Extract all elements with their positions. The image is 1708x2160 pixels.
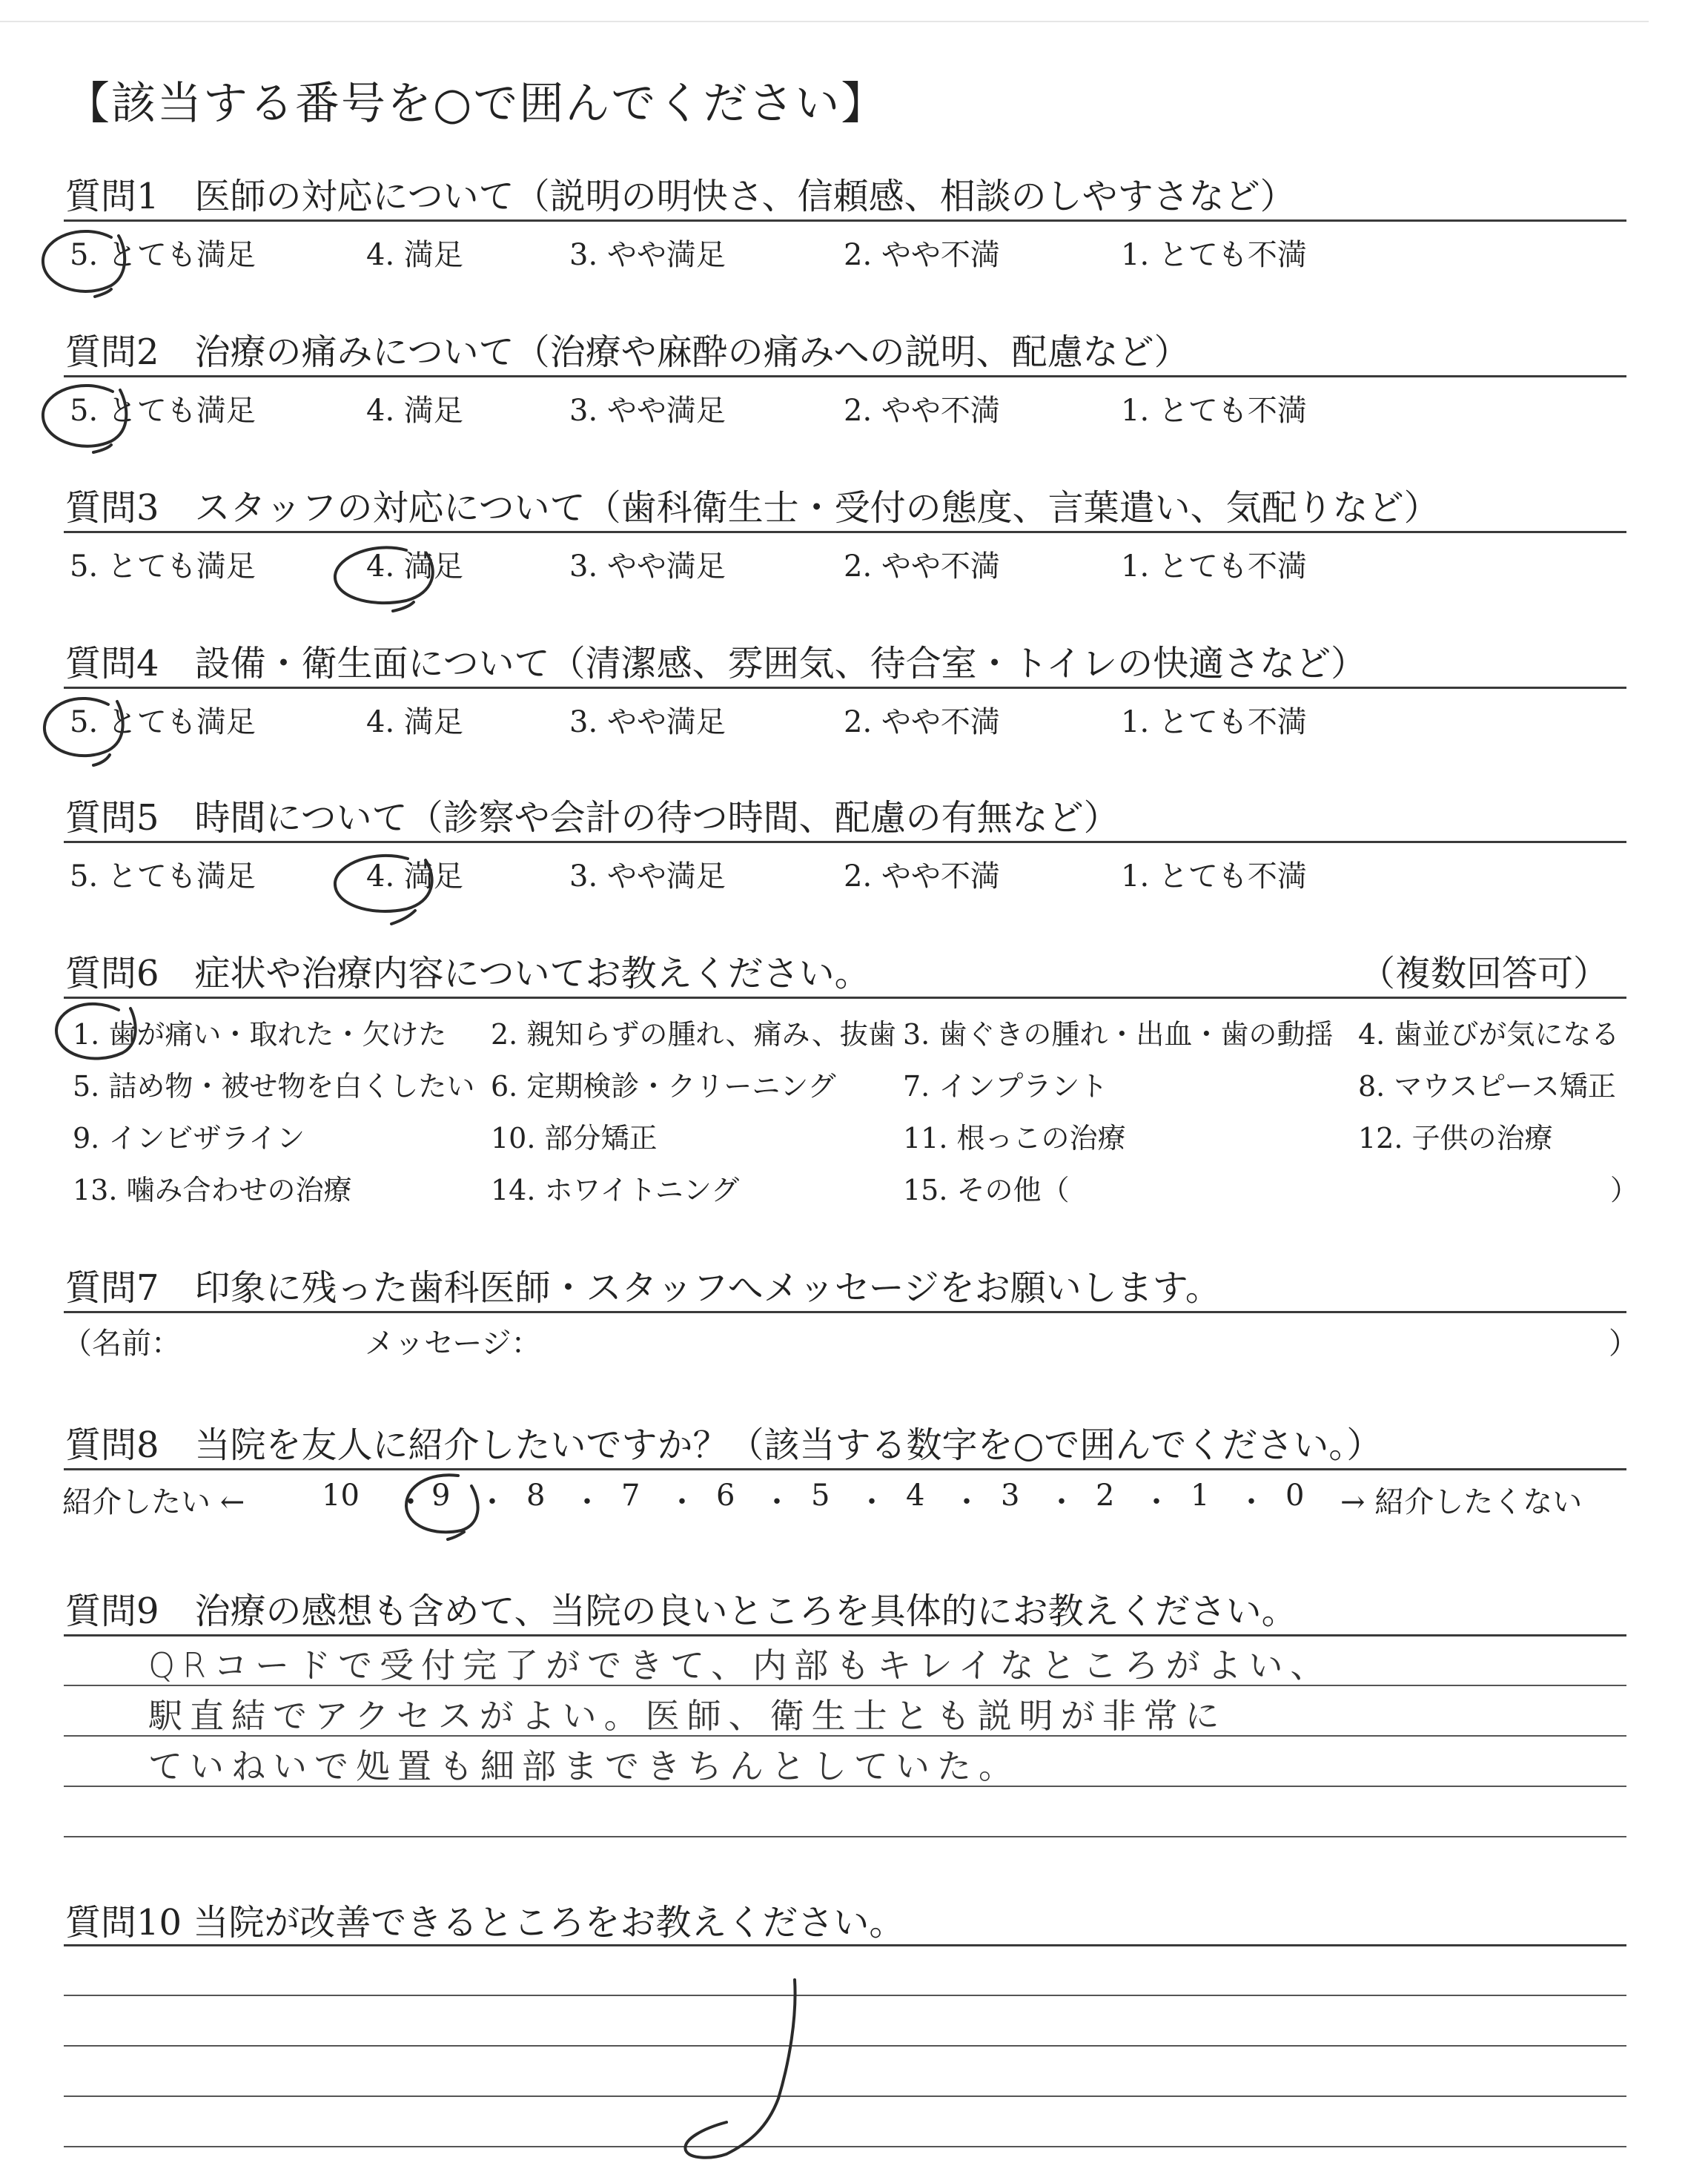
q3-option-2[interactable]: 2. やや不満 [844,549,1000,584]
q8-scale-9[interactable]: 9 [431,1479,451,1513]
q8-scale-separator: ・ [396,1485,426,1519]
q8-scale-7[interactable]: 7 [621,1479,640,1513]
q1-heading: 質問1 医師の対応について（説明の明快さ、信頼感、相談のしやすさなど） [65,176,1296,217]
q5-rule [64,841,1626,843]
q8-scale-10[interactable]: 10 [322,1479,360,1513]
q8-scale-5[interactable]: 5 [811,1479,830,1513]
q6-option-4[interactable]: 4. 歯並びが気になる [1358,1018,1620,1051]
q8-scale-separator: ・ [952,1485,982,1519]
q9-answer-line-1: QRコードで受付完了ができて、内部もキレイなところがよい、 [148,1645,1332,1685]
page-top-border [0,21,1649,22]
q10-rule-4 [64,2095,1626,2097]
form-title: 【該当する番号を○で囲んでください】 [65,78,887,130]
q3-option-4[interactable]: 4. 満足 [366,549,463,584]
q5-option-5[interactable]: 5. とても満足 [70,859,256,894]
q6-option-5[interactable]: 5. 詰め物・被せ物を白くしたい [73,1070,475,1103]
q8-scale-0[interactable]: 0 [1285,1479,1305,1513]
q6-option-15-close: ） [1610,1174,1639,1206]
q8-scale-separator: ・ [857,1485,887,1519]
q4-option-1[interactable]: 1. とても不満 [1121,705,1307,739]
q2-option-2[interactable]: 2. やや不満 [844,394,1000,428]
q8-scale-2[interactable]: 2 [1096,1479,1115,1513]
q7-message-label: メッセージ： [365,1327,541,1361]
q1-option-2[interactable]: 2. やや不満 [844,238,1000,272]
q3-option-1[interactable]: 1. とても不満 [1121,549,1307,584]
q7-heading: 質問7 印象に残った歯科医師・スタッフへメッセージをお願いします。 [65,1267,1221,1309]
q10-heading: 質問10 当院が改善できるところをお教えください。 [65,1902,905,1943]
q2-rule [64,375,1626,377]
q1-option-4[interactable]: 4. 満足 [366,238,463,272]
q6-multi-answer-note: （複数回答可） [1360,953,1609,994]
q6-rule [64,997,1626,999]
q3-heading: 質問3 スタッフの対応について（歯科衛生士・受付の態度、言葉遣い、気配りなど） [65,487,1440,529]
q1-option-3[interactable]: 3. やや満足 [569,238,726,272]
q8-scale-6[interactable]: 6 [716,1479,735,1513]
q6-option-10[interactable]: 10. 部分矯正 [491,1122,658,1155]
q4-option-3[interactable]: 3. やや満足 [569,705,726,739]
q5-heading: 質問5 時間について（診察や会計の待つ時間、配慮の有無など） [65,797,1119,839]
q9-rule-1 [64,1634,1626,1636]
q6-heading: 質問6 症状や治療内容についてお教えください。 [65,953,870,994]
q2-option-1[interactable]: 1. とても不満 [1121,394,1307,428]
q4-heading: 質問4 設備・衛生面について（清潔感、雰囲気、待合室・トイレの快適さなど） [65,643,1367,684]
q6-option-14[interactable]: 14. ホワイトニング [491,1174,740,1206]
q2-heading: 質問2 治療の痛みについて（治療や麻酔の痛みへの説明、配慮など） [65,331,1190,373]
q8-scale-3[interactable]: 3 [1001,1479,1020,1513]
q7-name-label: （名前： [62,1327,181,1361]
q10-rule-3 [64,2045,1626,2047]
q8-heading: 質問8 当院を友人に紹介したいですか？（該当する数字を○で囲んでください。） [65,1424,1383,1466]
q4-option-2[interactable]: 2. やや不満 [844,705,1000,739]
q1-option-1[interactable]: 1. とても不満 [1121,238,1307,272]
q9-heading: 質問9 治療の感想も含めて、当院の良いところを具体的にお教えください。 [65,1591,1297,1632]
q8-scale-1[interactable]: 1 [1191,1479,1210,1513]
q4-option-5[interactable]: 5. とても満足 [70,705,256,739]
q8-scale-separator: ・ [1237,1485,1266,1519]
q2-option-3[interactable]: 3. やや満足 [569,394,726,428]
q4-rule [64,687,1626,689]
q8-right-label: → 紹介したくない [1340,1485,1583,1519]
q6-option-3[interactable]: 3. 歯ぐきの腫れ・出血・歯の動揺 [903,1018,1334,1051]
q6-option-6[interactable]: 6. 定期検診・クリーニング [491,1070,836,1103]
q6-option-1[interactable]: 1. 歯が痛い・取れた・欠けた [73,1018,447,1051]
q9-rule-5 [64,1836,1626,1837]
q10-rule-2 [64,1995,1626,1996]
q5-option-2[interactable]: 2. やや不満 [844,859,1000,894]
q8-scale-separator: ・ [477,1485,507,1519]
q7-close-paren: ） [1609,1327,1638,1361]
q8-left-label: 紹介したい ← [62,1485,245,1519]
q8-scale-separator: ・ [667,1485,697,1519]
q8-rule [64,1468,1626,1470]
q4-option-4[interactable]: 4. 満足 [366,705,463,739]
q8-scale-separator: ・ [1142,1485,1171,1519]
q10-rule-5 [64,2146,1626,2147]
q6-option-13[interactable]: 13. 噛み合わせの治療 [73,1174,352,1206]
q8-scale-separator: ・ [762,1485,792,1519]
q8-scale-8[interactable]: 8 [526,1479,546,1513]
q6-option-15[interactable]: 15. その他（ [903,1174,1070,1206]
q7-rule [64,1311,1626,1313]
q8-scale-4[interactable]: 4 [906,1479,925,1513]
q10-strike-stroke [685,1980,795,2158]
q6-option-7[interactable]: 7. インプラント [903,1070,1108,1103]
q1-option-5[interactable]: 5. とても満足 [70,238,256,272]
q5-option-3[interactable]: 3. やや満足 [569,859,726,894]
q3-option-5[interactable]: 5. とても満足 [70,549,256,584]
q9-answer-line-2: 駅直結でアクセスがよい。医師、衛生士とも説明が非常に [148,1696,1227,1736]
q3-rule [64,531,1626,533]
q3-option-3[interactable]: 3. やや満足 [569,549,726,584]
q1-rule [64,219,1626,222]
q8-scale-separator: ・ [1047,1485,1076,1519]
q8-scale-separator: ・ [572,1485,602,1519]
q5-option-4[interactable]: 4. 満足 [366,859,463,894]
q2-option-5[interactable]: 5. とても満足 [70,394,256,428]
q5-option-1[interactable]: 1. とても不満 [1121,859,1307,894]
q6-option-11[interactable]: 11. 根っこの治療 [903,1122,1126,1155]
q6-option-2[interactable]: 2. 親知らずの腫れ、痛み、抜歯 [491,1018,896,1051]
q2-option-4[interactable]: 4. 満足 [366,394,463,428]
q9-answer-line-3: ていねいで処置も細部まできちんとしていた。 [148,1746,1020,1786]
q6-option-9[interactable]: 9. インビザライン [73,1122,305,1155]
q6-option-12[interactable]: 12. 子供の治療 [1358,1122,1553,1155]
q6-option-8[interactable]: 8. マウスピース矯正 [1358,1070,1616,1103]
q10-rule-1 [64,1944,1626,1946]
